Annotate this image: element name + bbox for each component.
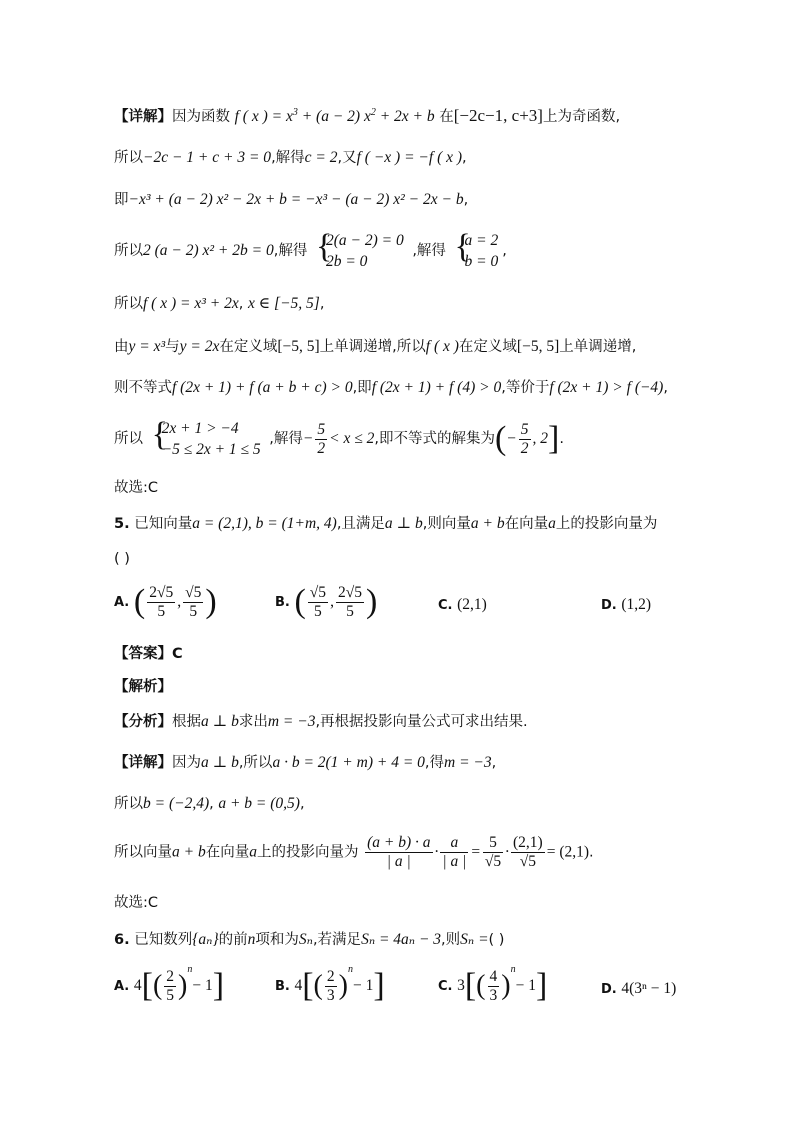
option-c[interactable]: C. (2,1) [438, 596, 487, 613]
math-expression: < x ≤ 2 [329, 430, 375, 447]
analysis-line: 【分析】根据a ⊥ b求出m = −3,再根据投影向量公式可求出结果. [114, 713, 528, 730]
text: 因为函数 [172, 109, 230, 125]
fraction: $\frac{(a + b) \cdot a}{| a |}$ [367, 834, 431, 870]
text: ,解得 [269, 431, 303, 447]
question-6: 6. 已知数列{aₙ}的前n项和为Sₙ,若满足Sₙ = 4aₙ − 3,则Sₙ =( ) [114, 931, 505, 948]
math-expression: a + b [470, 515, 505, 532]
option-d[interactable]: D. (1,2) [601, 596, 652, 613]
text: ,又 [337, 150, 357, 166]
math-expression: f ( −x ) = −f ( x ) [356, 149, 463, 166]
text: 上单调递增,所以 [319, 339, 426, 355]
question-number: 6. [114, 932, 130, 948]
detail-line-q5-1: 【详解】因为a ⊥ b,所以a · b = 2(1 + m) + 4 = 0,得m = −3, [114, 754, 497, 771]
equation-system: { 2(a − 2) = 0 2b = 0 [315, 228, 404, 270]
text: 则不等式 [114, 380, 172, 396]
text: ,则向量 [422, 516, 471, 532]
math-interval: [−2c−1, c+3] [453, 106, 543, 125]
answer-choice-line: 故选:C [114, 480, 159, 496]
math-expression: x ∈ [−5, 5] [247, 295, 320, 312]
text: 所以 [114, 150, 143, 166]
analysis-label: 【解析】 [114, 679, 172, 695]
text: , [463, 192, 469, 208]
detail-line-q5-3: 所以向量a + b在向量a上的投影向量为 $\frac{(a + b) \cdot a}{| a |}$ · $\frac{a}{| a |}$ = $\frac{5}{√5}$ · $\frac{(2,1)}{√5}$ = (2,1). [114, 834, 594, 870]
text: ,解得 [273, 243, 308, 259]
detail-line-1 [114, 106, 620, 127]
math-expression: f ( x ) = x³ + 2x [143, 295, 239, 312]
detail-line-6 [114, 337, 636, 357]
math-expression: −2c − 1 + c + 3 = 0 [143, 149, 272, 166]
option-c[interactable]: C. 3[( $\frac{4}{3}$ )$^n$− 1] [438, 964, 548, 1004]
math-expression: −x³ + (a − 2) x² − 2x + b = −x³ − (a − 2) x² − 2x − b [128, 191, 464, 208]
detail-line-3 [114, 190, 468, 210]
text: , [663, 380, 668, 396]
text: 与 [165, 339, 180, 355]
question-number: 5. [114, 516, 130, 532]
answer-label: 【答案】C [114, 646, 183, 662]
math-expression: a = (2,1), b = (1+m, 4) [192, 515, 337, 532]
detail-line-4 [114, 230, 507, 272]
text: , [502, 243, 507, 259]
text: 上的投影向量为 [555, 516, 658, 532]
text: . [559, 431, 564, 447]
text: ,即 [352, 380, 372, 396]
math-expression: a ⊥ b [384, 515, 423, 532]
math-interval: [−5, 5] [516, 338, 560, 355]
math-expression: , 2 [532, 430, 548, 447]
text: , [319, 296, 325, 312]
math-expression: f (2x + 1) + f (4) > 0 [371, 379, 502, 396]
math-expression: f (2x + 1) > f (−4) [549, 379, 664, 396]
text: ,解得 [271, 150, 305, 166]
fraction: $\frac{(2,1)}{√5}$ [513, 834, 543, 870]
math-expression: 2 (a − 2) x² + 2b = 0 [143, 242, 274, 259]
text: ,等价于 [501, 380, 550, 396]
text: 在定义域 [458, 339, 517, 355]
text: 所以 [114, 296, 143, 312]
fraction: $\frac{5}{2}$ [317, 420, 326, 457]
detail-line-8: 所以 { 2x + 1 > −4 −5 ≤ 2x + 1 ≤ 5 ,解得− $\frac{5}{2}$ < x ≤ 2,即不等式的解集为(− $\frac{5}{2}$ , 2]. [114, 416, 564, 458]
inequality-system: { 2x + 1 > −4 −5 ≤ 2x + 1 ≤ 5 [151, 416, 261, 458]
text: 所以 [114, 431, 143, 447]
math-expression: y = x³ [128, 338, 166, 355]
text: 所以 [114, 243, 143, 259]
fraction: $\frac{5}{√5}$ [484, 834, 502, 870]
text: , [238, 296, 244, 312]
text: 上为奇函数, [542, 109, 621, 125]
detail-heading: 【详解】 [114, 109, 172, 125]
equation-system: { a = 2 b = 0 [454, 228, 499, 270]
detail-line-q5-2: 所以b = (−2,4), a + b = (0,5), [114, 795, 305, 812]
text: 在定义域 [219, 339, 278, 355]
detail-line-2 [114, 148, 467, 168]
text: 由 [114, 339, 129, 355]
detail-line-7 [114, 378, 668, 398]
option-d[interactable]: D. 4(3ⁿ − 1) [601, 980, 677, 997]
text: ,解得 [412, 243, 446, 259]
answer-choice-line-q5: 故选:C [114, 895, 159, 911]
math-expression: f ( x ) = $x^3 + (a - 2) x^2 + 2x + b$ [234, 106, 435, 125]
fraction: $\frac{a}{| a |}$ [442, 834, 467, 870]
question-5-blank: ( ) [114, 551, 130, 567]
detail-line-5 [114, 294, 324, 314]
math-interval: [−5, 5] [277, 338, 320, 355]
option-a[interactable]: A. 4[( $\frac{2}{5}$ )$^n$− 1] [114, 964, 225, 1004]
option-b[interactable]: B. ( $\frac{√5}{5}$ , $\frac{2√5}{5}$ ) [275, 583, 378, 620]
text: 已知向量 [134, 516, 193, 532]
fraction: $\frac{5}{2}$ [520, 420, 529, 457]
text: 在 [439, 109, 454, 125]
option-b[interactable]: B. 4[( $\frac{2}{3}$ )$^n$− 1] [275, 964, 385, 1004]
text: , [462, 150, 467, 166]
option-a[interactable]: A. ( $\frac{2√5}{5}$ , $\frac{√5}{5}$ ) [114, 583, 217, 620]
math-expression: y = 2x [179, 338, 220, 355]
minus-sign: − [302, 430, 314, 447]
math-expression: c = 2 [304, 149, 338, 166]
math-expression: a [548, 515, 556, 532]
math-expression: f ( x ) [425, 338, 459, 355]
math-expression: f (2x + 1) + f (a + b + c) > 0 [172, 379, 353, 396]
text: ,即不等式的解集为 [374, 431, 495, 447]
question-5 [114, 514, 657, 534]
text: 上单调递增, [559, 339, 637, 355]
text: 在向量 [504, 516, 549, 532]
text: 即 [114, 192, 129, 208]
text: ,且满足 [336, 516, 385, 532]
